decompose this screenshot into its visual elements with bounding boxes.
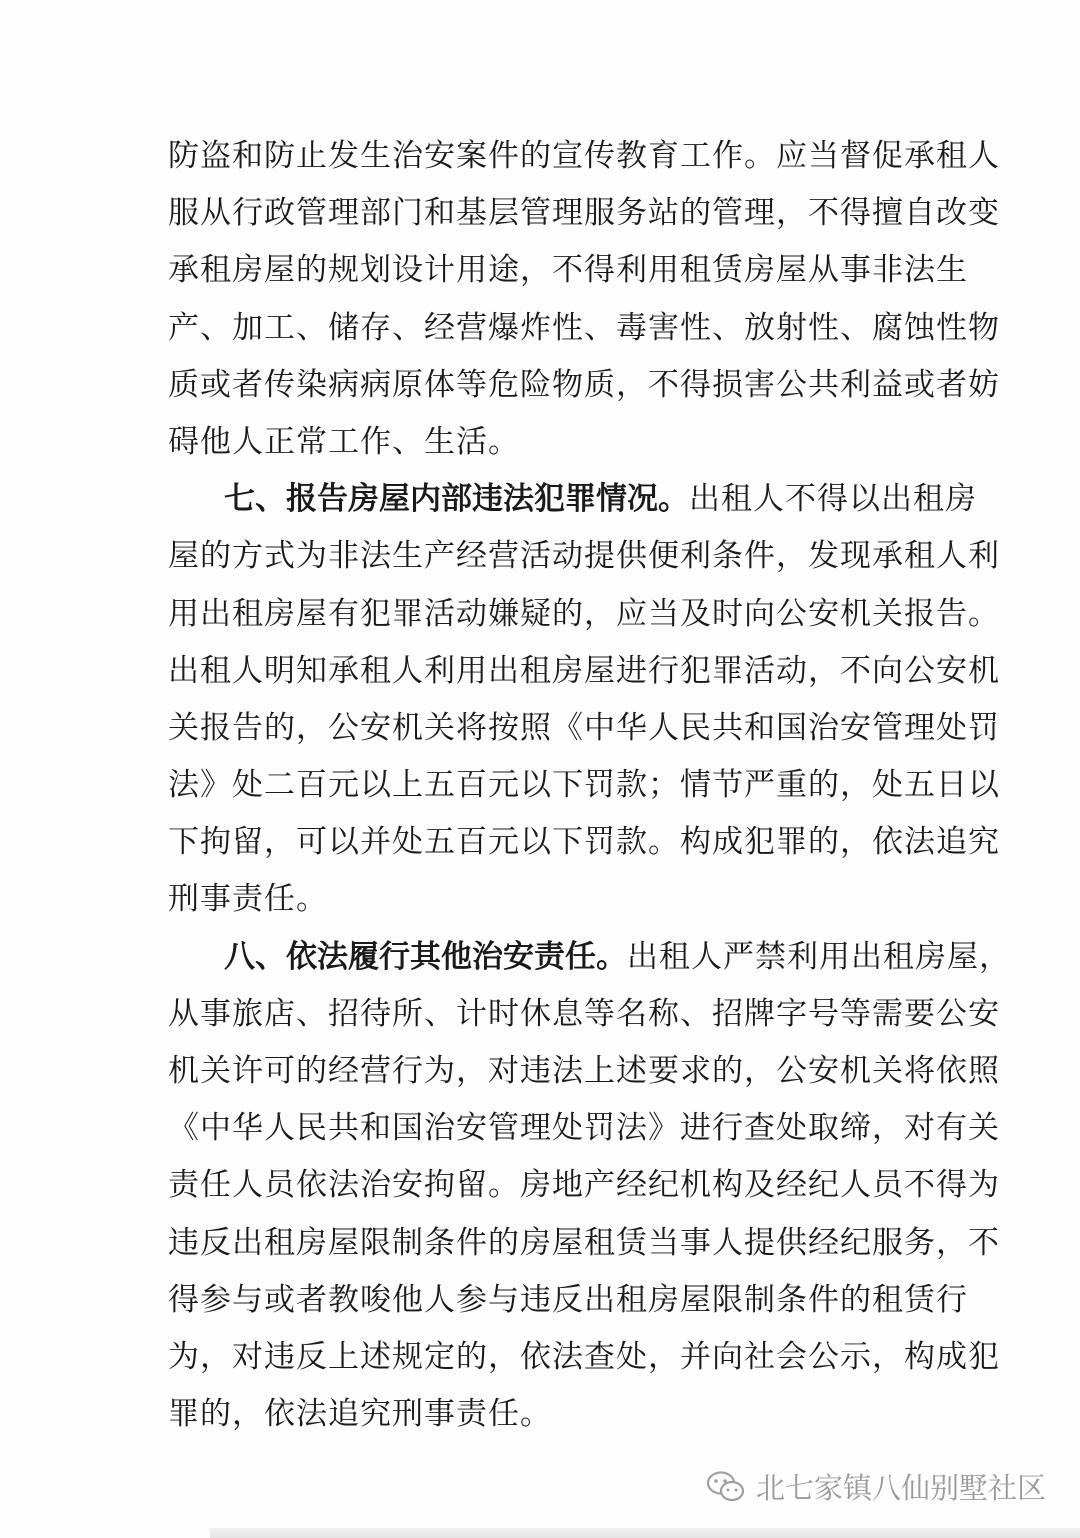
text-line: 碍他人正常工作、生活。 bbox=[168, 423, 520, 460]
text-line: 承租房屋的规划设计用途，不得利用租赁房屋从事非法生 bbox=[168, 252, 968, 289]
section-eight-first-line-text: 出租人严禁利用出租房屋， bbox=[627, 938, 1011, 975]
section-eight-heading: 八、依法履行其他治安责任。 bbox=[224, 938, 627, 975]
text-line: 出租人明知承租人利用出租房屋进行犯罪活动，不向公安机 bbox=[168, 652, 1000, 689]
section-seven-first-line bbox=[168, 471, 977, 528]
text-line: 为，对违反上述规定的，依法查处，并向社会公示，构成犯 bbox=[168, 1338, 1000, 1375]
text-line: 服从行政管理部门和基层管理服务站的管理，不得擅自改变 bbox=[168, 195, 1000, 232]
section-eight-first-line bbox=[168, 929, 1011, 986]
text-line: 责任人员依法治安拘留。房地产经纪机构及经纪人员不得为 bbox=[168, 1167, 1000, 1204]
scan-edge bbox=[210, 1528, 1080, 1538]
text-line: 质或者传染病病原体等危险物质，不得损害公共利益或者妨 bbox=[168, 366, 1000, 403]
text-line: 机关许可的经营行为，对违法上述要求的，公安机关将依照 bbox=[168, 1053, 1000, 1089]
text-line: 《中华人民共和国治安管理处罚法》进行查处取缔，对有关 bbox=[168, 1110, 1000, 1147]
text-line: 用出租房屋有犯罪活动嫌疑的，应当及时向公安机关报告。 bbox=[168, 595, 1000, 632]
text-line: 得参与或者教唆他人参与违反出租房屋限制条件的租赁行 bbox=[168, 1281, 968, 1318]
text-line: 从事旅店、招待所、计时休息等名称、招牌字号等需要公安 bbox=[168, 995, 1000, 1032]
section-seven-first-line-text: 出租人不得以出租房 bbox=[689, 481, 977, 518]
document-body bbox=[168, 128, 1011, 1443]
section-seven-heading: 七、报告房屋内部违法犯罪情况。 bbox=[224, 481, 689, 518]
text-line: 法》处二百元以上五百元以下罚款；情节严重的，处五日以 bbox=[168, 767, 1000, 804]
text-line: 违反出租房屋限制条件的房屋租赁当事人提供经纪服务，不 bbox=[168, 1224, 1000, 1261]
text-line: 下拘留，可以并处五百元以下罚款。构成犯罪的，依法追究 bbox=[168, 824, 1000, 861]
wechat-icon bbox=[706, 1470, 746, 1504]
text-line: 关报告的，公安机关将按照《中华人民共和国治安管理处罚 bbox=[168, 709, 1000, 746]
text-line: 防盗和防止发生治安案件的宣传教育工作。应当督促承租人 bbox=[168, 138, 1000, 174]
text-line: 产、加工、储存、经营爆炸性、毒害性、放射性、腐蚀性物 bbox=[168, 309, 1000, 346]
watermark bbox=[706, 1466, 1046, 1507]
text-line: 刑事责任。 bbox=[168, 881, 328, 918]
text-line: 罪的，依法追究刑事责任。 bbox=[168, 1396, 552, 1433]
text-line: 屋的方式为非法生产经营活动提供便利条件，发现承租人利 bbox=[168, 538, 1000, 575]
watermark-text: 北七家镇八仙别墅社区 bbox=[755, 1471, 1046, 1505]
